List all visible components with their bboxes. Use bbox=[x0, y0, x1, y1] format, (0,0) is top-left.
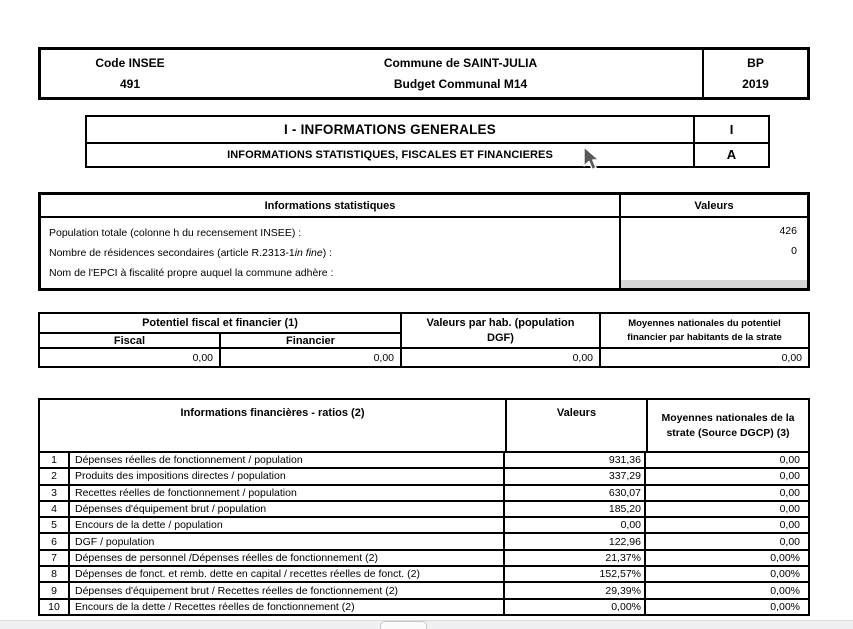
ratio-row-number: 6 bbox=[40, 534, 70, 548]
ratio-row-valeur: 152,57% bbox=[505, 567, 646, 581]
ratios-rows bbox=[40, 453, 808, 614]
table-row bbox=[40, 581, 808, 597]
commune-title: Commune de SAINT-JULIA bbox=[383, 56, 538, 71]
residences-label-pre: Nombre de résidences secondaires (article R.2313-1 bbox=[49, 247, 295, 259]
ratio-row-number: 9 bbox=[40, 583, 70, 597]
ratio-row-valeur: 0,00 bbox=[505, 518, 646, 532]
statistics-table bbox=[38, 192, 810, 291]
ratio-row-valeur: 630,07 bbox=[505, 486, 646, 500]
ratios-header-moyennes: Moyennes nationales de la strate (Source DGCP) (3) bbox=[661, 412, 795, 440]
fiscal-value: 0,00 bbox=[40, 349, 221, 366]
ratios-header-valeurs: Valeurs bbox=[507, 400, 648, 451]
residences-label-post: ) : bbox=[322, 247, 333, 259]
ratio-row-moyenne: 0,00 bbox=[779, 535, 800, 548]
ratio-row-number: 5 bbox=[40, 518, 70, 532]
statistics-table-header bbox=[41, 195, 807, 218]
ratio-row-label: Dépenses de fonct. et remb. dette en capital / recettes réelles de fonct. (2) bbox=[70, 567, 505, 581]
section-title: I - INFORMATIONS GENERALES bbox=[284, 121, 496, 137]
section-subtitle-code: A bbox=[693, 142, 768, 167]
ratio-row-valeur: 337,29 bbox=[505, 469, 646, 483]
ratio-row-valeur: 29,39% bbox=[505, 583, 646, 597]
table-row bbox=[40, 516, 808, 532]
bp-year: 2019 bbox=[742, 76, 769, 91]
statistics-labels-column bbox=[41, 218, 619, 288]
ratio-row-number: 1 bbox=[40, 453, 70, 467]
ratio-row-number: 10 bbox=[40, 600, 70, 614]
empty-gray-value-cell bbox=[621, 280, 807, 288]
ratios-table bbox=[38, 398, 810, 616]
moyennes-potentiel-header: Moyennes nationales du potentiel financier par habitants de la strate bbox=[601, 314, 808, 349]
table-row bbox=[40, 549, 808, 565]
residences-secondaires-value: 0 bbox=[791, 244, 797, 257]
table-row bbox=[40, 598, 808, 614]
document-header-table bbox=[38, 47, 810, 100]
mouse-cursor-icon bbox=[581, 146, 601, 173]
population-total-value: 426 bbox=[779, 224, 797, 237]
ratio-row-label: Produits des impositions directes / population bbox=[70, 469, 505, 483]
code-insee-cell bbox=[41, 50, 219, 97]
potentiel-group-header: Potentiel fiscal et financier (1) bbox=[40, 314, 402, 334]
budget-title: Budget Communal M14 bbox=[393, 76, 528, 91]
ratios-table-header bbox=[40, 400, 808, 453]
statistics-values-column bbox=[619, 218, 807, 288]
potentiel-fiscal-table bbox=[38, 312, 810, 368]
bottom-toolbar-button-partial[interactable] bbox=[380, 621, 427, 629]
section-subtitle: INFORMATIONS STATISTIQUES, FISCALES ET FINANCIERES bbox=[87, 142, 693, 167]
ratio-row-moyenne: 0,00% bbox=[770, 568, 800, 581]
commune-cell bbox=[219, 50, 702, 97]
ratio-row-label: Recettes réelles de fonctionnement / population bbox=[70, 486, 505, 500]
table-row bbox=[40, 565, 808, 581]
ratio-row-moyenne: 0,00 bbox=[779, 470, 800, 483]
ratio-row-label: Encours de la dette / population bbox=[70, 518, 505, 532]
table-row bbox=[40, 484, 808, 500]
financier-value: 0,00 bbox=[221, 349, 402, 366]
moyennes-potentiel-value: 0,00 bbox=[781, 351, 802, 364]
valeurs-par-hab-value: 0,00 bbox=[402, 349, 601, 366]
epci-value bbox=[621, 258, 807, 278]
table-row bbox=[40, 532, 808, 548]
ratio-row-label: Encours de la dette / Recettes réelles de fonctionnement (2) bbox=[70, 600, 505, 614]
fiscal-column-header: Fiscal bbox=[40, 334, 221, 349]
ratio-row-label: Dépenses d'équipement brut / population bbox=[70, 502, 505, 516]
ratio-row-label: Dépenses réelles de fonctionnement / population bbox=[70, 453, 505, 467]
ratio-row-label: Dépenses de personnel /Dépenses réelles de fonctionnement (2) bbox=[70, 551, 505, 565]
code-insee-label: Code INSEE bbox=[95, 56, 165, 71]
ratio-row-valeur: 185,20 bbox=[505, 502, 646, 516]
bp-label: BP bbox=[747, 56, 764, 71]
epci-label: Nom de l'EPCI à fiscalité propre auquel la commune adhère : bbox=[49, 267, 334, 279]
ratio-row-moyenne: 0,00% bbox=[770, 600, 800, 613]
ratio-row-moyenne: 0,00 bbox=[779, 486, 800, 499]
statistics-header-valeurs: Valeurs bbox=[619, 195, 807, 216]
ratio-row-number: 4 bbox=[40, 502, 70, 516]
valeurs-par-hab-header: Valeurs par hab. (population DGF) bbox=[402, 314, 601, 349]
ratio-row-moyenne: 0,00% bbox=[770, 584, 800, 597]
ratio-row-moyenne: 0,00 bbox=[779, 519, 800, 532]
ratio-row-number: 7 bbox=[40, 551, 70, 565]
residences-label-italic: in fine bbox=[294, 247, 323, 259]
ratio-row-number: 2 bbox=[40, 469, 70, 483]
ratios-header-title: Informations financières - ratios (2) bbox=[40, 400, 507, 451]
residences-secondaires-label bbox=[49, 243, 619, 263]
ratio-row-moyenne: 0,00% bbox=[770, 551, 800, 564]
ratio-row-number: 3 bbox=[40, 486, 70, 500]
ratio-row-valeur: 0,00% bbox=[505, 600, 646, 614]
statistics-table-body bbox=[41, 218, 807, 288]
ratio-row-number: 8 bbox=[40, 567, 70, 581]
table-row bbox=[40, 500, 808, 516]
section-header-table bbox=[85, 115, 770, 168]
ratio-row-moyenne: 0,00 bbox=[779, 454, 800, 467]
financier-column-header: Financier bbox=[221, 334, 402, 349]
ratio-row-moyenne: 0,00 bbox=[779, 503, 800, 516]
population-total-label: Population totale (colonne h du recensement INSEE) : bbox=[49, 227, 302, 239]
ratio-row-label: DGF / population bbox=[70, 534, 505, 548]
code-insee-value: 491 bbox=[119, 76, 141, 91]
ratio-row-valeur: 931,36 bbox=[505, 453, 646, 467]
ratio-row-valeur: 21,37% bbox=[505, 551, 646, 565]
statistics-header-label: Informations statistiques bbox=[264, 199, 396, 212]
ratio-row-label: Dépenses d'équipement brut / Recettes réelles de fonctionnement (2) bbox=[70, 583, 505, 597]
table-row bbox=[40, 467, 808, 483]
ratio-row-valeur: 122,96 bbox=[505, 534, 646, 548]
section-title-code: I bbox=[693, 117, 768, 142]
table-row bbox=[40, 453, 808, 467]
bp-cell bbox=[702, 50, 807, 97]
